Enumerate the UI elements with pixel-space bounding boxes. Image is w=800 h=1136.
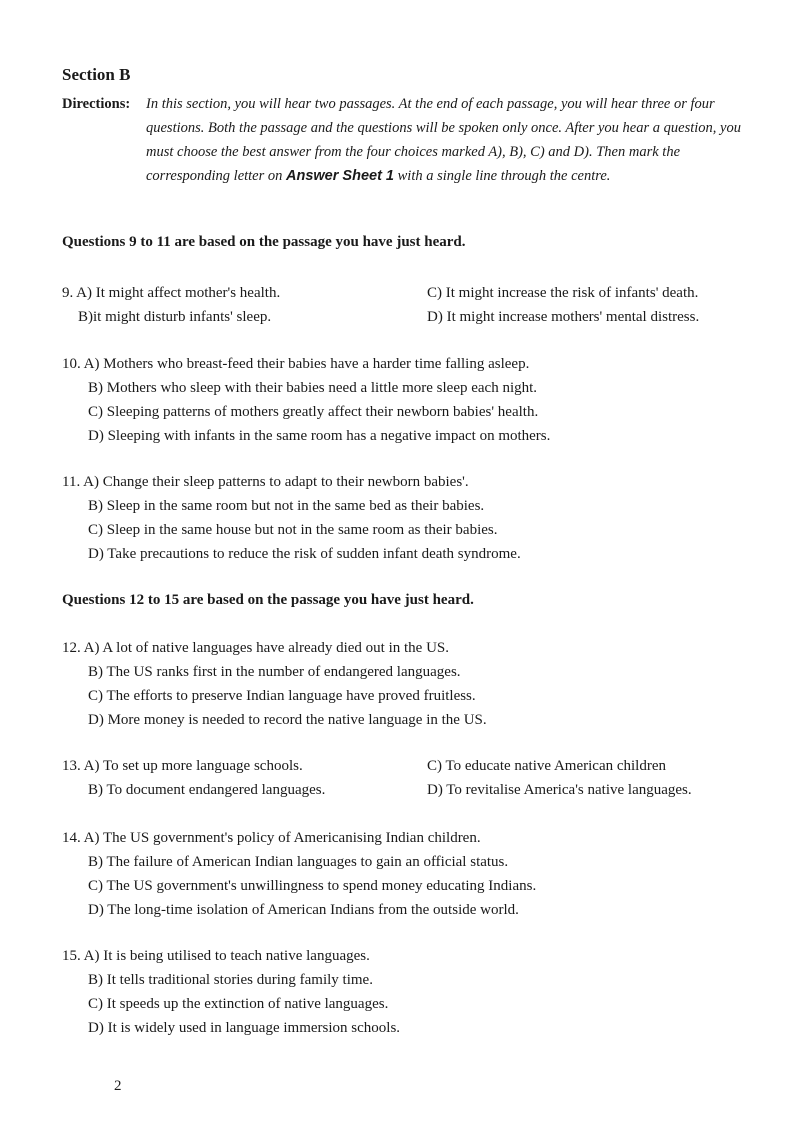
q9-option-c: C) It might increase the risk of infants' death. [427, 285, 699, 301]
q11-option-b: B) Sleep in the same room but not in the same bed as their babies. [88, 498, 485, 514]
q10-option-d: D) Sleeping with infants in the same room has a negative impact on mothers. [88, 428, 551, 444]
q12-option-a: 12. A) A lot of native languages have already died out in the US. [62, 640, 449, 656]
q15-option-d: D) It is widely used in language immersion schools. [88, 1020, 401, 1036]
q13-option-d: D) To revitalise America's native languages. [427, 782, 692, 798]
q12-option-b: B) The US ranks first in the number of endangered languages. [88, 664, 461, 680]
q10-option-c: C) Sleeping patterns of mothers greatly affect their newborn babies' health. [88, 404, 539, 420]
page-number: 2 [114, 1078, 122, 1094]
question-12 [62, 636, 752, 732]
q11-option-d: D) Take precautions to reduce the risk of sudden infant death syndrome. [88, 546, 521, 562]
answer-sheet-reference: Answer Sheet 1 [286, 168, 395, 184]
q14-option-b: B) The failure of American Indian languages to gain an official status. [88, 854, 509, 870]
directions-label: Directions: [62, 96, 131, 112]
q10-option-a: 10. A) Mothers who breast-feed their babies have a harder time falling asleep. [62, 356, 530, 372]
question-14 [62, 826, 752, 922]
directions-tail: with a single line through the centre. [394, 168, 611, 184]
q9-option-b: B)it might disturb infants' sleep. [78, 309, 272, 325]
q13-option-a: 13. A) To set up more language schools. [62, 758, 303, 774]
q11-option-c: C) Sleep in the same house but not in the same room as their babies. [88, 522, 498, 538]
q11-option-a: 11. A) Change their sleep patterns to adapt to their newborn babies'. [62, 474, 469, 490]
question-15 [62, 944, 752, 1040]
q13-option-c: C) To educate native American children [427, 758, 666, 774]
q12-option-d: D) More money is needed to record the native language in the US. [88, 712, 487, 728]
question-13 [62, 754, 752, 802]
question-11 [62, 470, 752, 566]
question-9 [62, 281, 752, 329]
q15-option-a: 15. A) It is being utilised to teach native languages. [62, 948, 370, 964]
group-header-12-15: Questions 12 to 15 are based on the passage you have just heard. [62, 592, 474, 608]
group-header-9-11: Questions 9 to 11 are based on the passage you have just heard. [62, 234, 466, 250]
directions-body: In this section, you will hear two passages. At the end of each passage, you will hear three or four questions. Both the passage and the questions will be spoken only once. After you hear a question, you must choose the best answer from the four choices marked A), B), C) and D). Then mark the corresponding letter on [146, 96, 741, 184]
section-title: Section B [62, 65, 131, 84]
q13-option-b: B) To document endangered languages. [88, 782, 326, 798]
q14-option-a: 14. A) The US government's policy of Americanising Indian children. [62, 830, 481, 846]
q9-option-a: 9. A) It might affect mother's health. [62, 285, 281, 301]
directions [62, 92, 742, 188]
q14-option-c: C) The US government's unwillingness to spend money educating Indians. [88, 878, 537, 894]
q12-option-c: C) The efforts to preserve Indian language have proved fruitless. [88, 688, 476, 704]
question-10 [62, 352, 752, 448]
q9-option-d: D) It might increase mothers' mental distress. [427, 309, 700, 325]
directions-text [146, 92, 742, 188]
q10-option-b: B) Mothers who sleep with their babies need a little more sleep each night. [88, 380, 538, 396]
q14-option-d: D) The long-time isolation of American Indians from the outside world. [88, 902, 519, 918]
q15-option-c: C) It speeds up the extinction of native languages. [88, 996, 389, 1012]
q15-option-b: B) It tells traditional stories during family time. [88, 972, 373, 988]
